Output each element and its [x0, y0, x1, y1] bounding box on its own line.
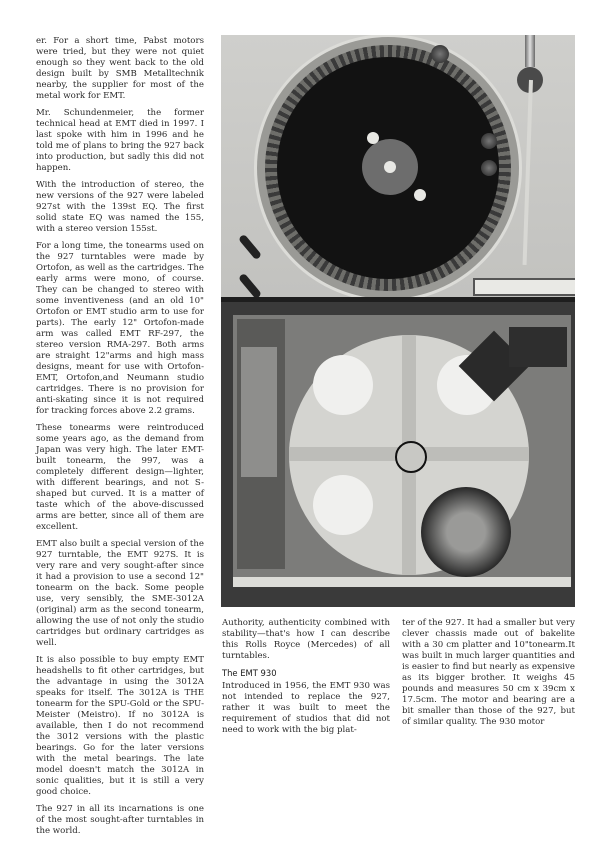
middle-text-column — [222, 618, 390, 742]
adapter-hole — [414, 189, 426, 201]
paragraph: For a long time, the tonearms used on the 927 turntables were made by Ortofon, as well as the cartridges. The early arms were mono, of course. They can be changed to stereo with some inventiveness (and an old 10" Ortofon or EMT studio arm to use for parts). The early 12" Ortofon-made arm was called EMT RF-297, the stereo version RMA-297. Both arms are straight 12"arms and high mass designs, meant for use with Ortofon-EMT, Ortofon,and Neumann studio cartridges. There is no provision for anti-skating since it is not required for tracking forces above 2.2 grams. — [36, 241, 204, 416]
adapter-hole — [367, 132, 379, 144]
side-door — [241, 347, 277, 477]
indicator-lamp — [431, 45, 449, 63]
base-rail — [233, 577, 571, 587]
wheel-hub — [395, 441, 427, 473]
tracking-scale — [473, 278, 575, 296]
wheel-cutout — [313, 475, 373, 535]
paragraph: er. For a short time, Pabst motors were tried, but they were not quiet enough so they went back to the old design built by SMB Metalltechnik nearby, the supplier for most of the metal work for EMT. — [36, 36, 204, 101]
circuit-board — [509, 327, 567, 367]
tonearm-post — [525, 35, 535, 67]
turntable-photo — [221, 35, 575, 607]
right-text-column — [402, 618, 575, 734]
wheel-cutout — [313, 355, 373, 415]
paragraph: Authority, authenticity combined with stability—that's how I can describe this Rolls Royce (Mercedes) of all turntables. — [222, 618, 390, 661]
paragraph: Mr. Schundenmeier, the former technical head at EMT died in 1997. I last spoke with him in 1996 and he told me of plans to bring the 927 back into production, but sadly this did not happen. — [36, 108, 204, 173]
spindle — [384, 161, 396, 173]
left-text-column — [36, 36, 204, 843]
paragraph: ter of the 927. It had a smaller but very clever chassis made out of bakelite with a 30 cm platter and 10"tonearm.It was built in much larger quantities and is easier to find but nearly as expensive as its bigger brother. It weighs 45 pounds and measures 50 cm x 39cm x 17.5cm. The motor and bearing are a bit smaller than those of the 927, but of similar quality. The 930 motor — [402, 618, 575, 727]
paragraph: It is also possible to buy empty EMT headshells to fit other cartridges, but the advantage in using the 3012A speaks for itself. The 3012A is THE tonearm for the SPU-Gold or the SPU-Meister (Meistro). If no 3012A is available, then I do not recommend the 3012 versions with the plastic bearings. Go for the later versions with the metal bearings. The late model doesn't match the 3012A in sonic qualities, but it is still a very good choice. — [36, 655, 204, 797]
control-knob — [481, 133, 497, 149]
paragraph: With the introduction of stereo, the new versions of the 927 were labeled 927st with the 139st EQ. The first solid state EQ was named the 155, with a stereo version 155st. — [36, 180, 204, 234]
paragraph: EMT also built a special version of the 927 turntable, the EMT 927S. It is very rare and very sought-after since it had a provision to use a second 12" tonearm on the back. Some people use, very sensibly, the SME-3012A (original) arm as the second tonearm, allowing the use of not only the studio cartridges but ordinary cartridges as well. — [36, 539, 204, 648]
paragraph: The 927 in all its incarnations is one of the most sought-after turntables in the world. — [36, 804, 204, 836]
section-heading: The EMT 930 — [222, 668, 277, 678]
paragraph: Introduced in 1956, the EMT 930 was not intended to replace the 927, rather it was built to meet the requirement of studios that did not need to work with the big plat- — [222, 681, 390, 735]
control-knob — [481, 160, 497, 176]
motor — [421, 487, 511, 577]
paragraph: These tonearms were reintroduced some years ago, as the demand from Japan was very high. The later EMT-built tonearm, the 997, was a completely different design—lighter, with different bearings, and not S-shaped but curved. It is a matter of taste which of the above-discussed arms are better, since all of them are excellent. — [36, 423, 204, 532]
